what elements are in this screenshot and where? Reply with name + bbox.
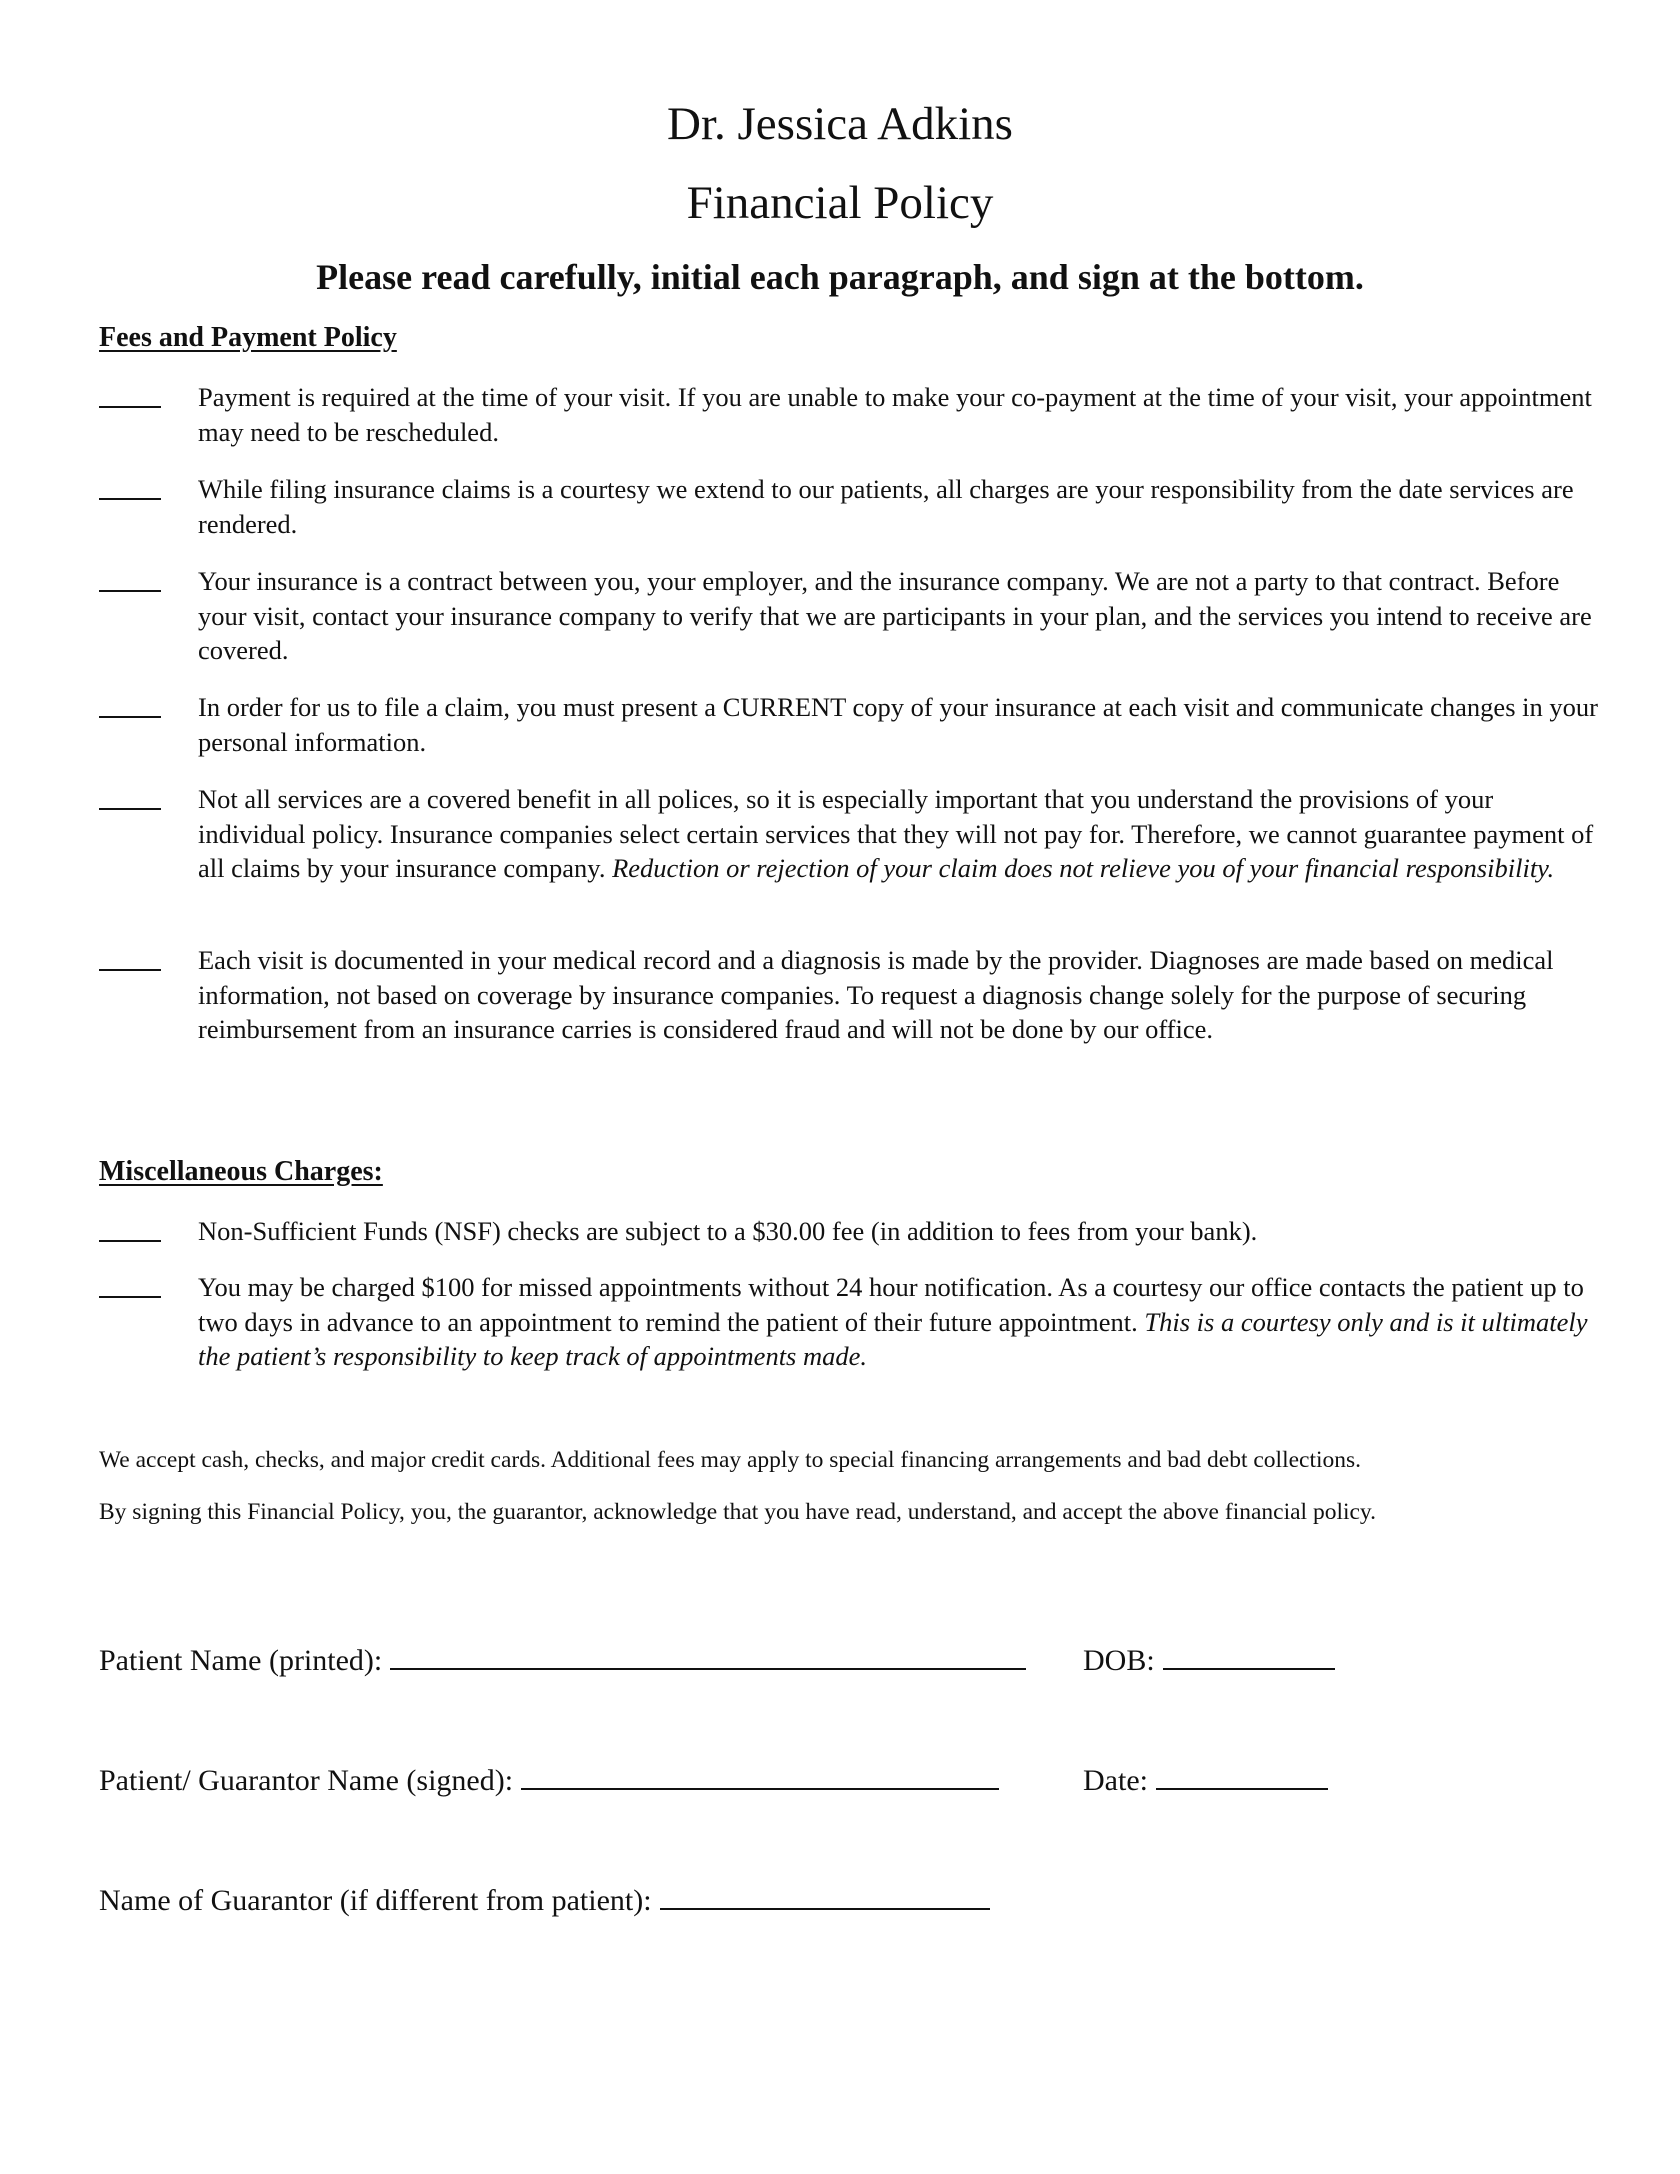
initial-line-fees-2[interactable] [99,498,161,500]
patient-name-label: Patient Name (printed): [99,1644,383,1677]
dob-field[interactable] [1163,1642,1335,1670]
initial-line-misc-1[interactable] [99,1240,161,1242]
date-field[interactable] [1156,1762,1328,1790]
doctor-name: Dr. Jessica Adkins [667,98,1013,150]
misc-section-heading: Miscellaneous Charges: [99,1156,383,1187]
initial-line-misc-2[interactable] [99,1296,161,1298]
fees-item-5 [198,782,1598,886]
patient-name-row [99,1642,1026,1676]
fees-item-4: In order for us to file a claim, you must present a CURRENT copy of your insurance at each visit and communicate changes in your personal information. [198,692,1598,757]
fees-item-6: Each visit is documented in your medical record and a diagnosis is made by the provider. Diagnoses are made based on medical information, not based on coverage by insurance companies. To request a diagnosis change solely for the purpose of securing reimbursement from an insurance carries is considered fraud and will not be done by our office. [198,945,1554,1044]
misc-item-2-italic: This is a courtesy only and is it ultimately the patient’s responsibility to keep track of appointments made. [198,1306,1588,1371]
form-title: Financial Policy [686,177,994,229]
fees-item-5-text: Not all services are a covered benefit in all polices, so it is especially important that you understand the provisions of your individual policy. Insurance companies select certain services that they will not pay for. Therefore, we cannot guarantee payment of all claims by your insurance company. [198,784,1594,883]
initial-line-fees-6[interactable] [99,969,161,971]
fees-item-2: While filing insurance claims is a courtesy we extend to our patients, all charges are your responsibility from the date services are rendered. [198,474,1574,539]
dob-row [1083,1642,1335,1676]
patient-name-field[interactable] [390,1642,1026,1670]
misc-item-2-text: You may be charged $100 for missed appointments without 24 hour notification. As a courtesy our office contacts the patient up to two days in advance to an appointment to remind the patient of their future appointment. [198,1272,1584,1337]
fees-item-1: Payment is required at the time of your visit. If you are unable to make your co-payment at the time of your visit, your appointment may need to be rescheduled. [198,382,1592,447]
initial-line-fees-1[interactable] [99,406,161,408]
guarantor-name-label: Name of Guarantor (if different from patient): [99,1884,652,1917]
misc-item-2 [198,1270,1598,1374]
guarantor-name-row [99,1882,990,1916]
guarantor-name-field[interactable] [660,1882,990,1910]
fees-item-3: Your insurance is a contract between you, your employer, and the insurance company. We are not a party to that contract. Before your visit, contact your insurance company to verify that we are participants in your plan, and the services you intend to receive are covered. [198,566,1592,665]
misc-item-1: Non-Sufficient Funds (NSF) checks are subject to a $30.00 fee (in addition to fees from your bank). [198,1216,1258,1246]
form-instructions: Please read carefully, initial each paragraph, and sign at the bottom. [316,257,1364,297]
fees-item-5-italic: Reduction or rejection of your claim does not relieve you of your financial responsibility. [612,853,1555,883]
initial-line-fees-3[interactable] [99,590,161,592]
guarantor-signed-row [99,1762,999,1796]
guarantor-signature-field[interactable] [521,1762,999,1790]
date-row [1083,1762,1328,1796]
date-label: Date: [1083,1764,1148,1797]
payment-methods-note: We accept cash, checks, and major credit cards. Additional fees may apply to special financing arrangements and bad debt collections. [99,1447,1362,1473]
initial-line-fees-5[interactable] [99,808,161,810]
initial-line-fees-4[interactable] [99,716,161,718]
guarantor-signed-label: Patient/ Guarantor Name (signed): [99,1764,514,1797]
fees-section-heading: Fees and Payment Policy [99,322,397,353]
acknowledgement-note: By signing this Financial Policy, you, the guarantor, acknowledge that you have read, understand, and accept the above financial policy. [99,1499,1377,1525]
dob-label: DOB: [1083,1644,1155,1677]
